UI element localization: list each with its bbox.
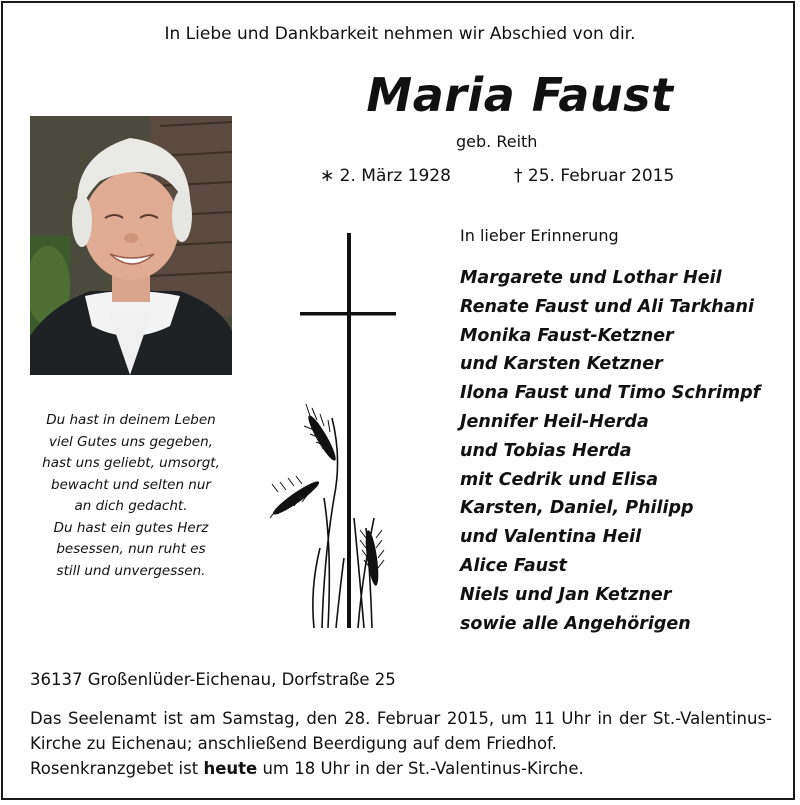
death-date: † 25. Februar 2015	[514, 166, 675, 186]
remembrance-intro: In lieber Erinnerung	[460, 226, 619, 245]
list-item: Ilona Faust und Timo Schrimpf	[460, 383, 761, 404]
birth-name: geb. Reith	[456, 132, 538, 151]
list-item: sowie alle Angehörigen	[460, 613, 691, 634]
list-item: Niels und Jan Ketzner	[460, 584, 672, 605]
rosary-text-start: Rosenkranzgebet ist	[30, 759, 204, 778]
mourner-list	[460, 264, 760, 638]
poem-line: hast uns geliebt, umsorgt,	[42, 455, 220, 471]
list-item: Jennifer Heil-Herda	[460, 411, 649, 432]
poem-line: viel Gutes uns gegeben,	[49, 433, 213, 450]
list-item: Alice Faust	[460, 555, 567, 576]
list-item: Margarete und Lothar Heil	[460, 268, 722, 288]
list-item: Karsten, Daniel, Philipp	[460, 498, 694, 519]
list-item: mit Cedrik und Elisa	[460, 469, 659, 490]
portrait-illustration	[30, 116, 232, 375]
deceased-name: Maria Faust	[366, 68, 674, 122]
poem-line: besessen, nun ruht es	[56, 541, 206, 557]
list-item: und Tobias Herda	[460, 440, 632, 461]
header-text: In Liebe und Dankbarkeit nehmen wir Abschied von dir.	[164, 24, 636, 44]
rosary-text-end: um 18 Uhr in der St.-Valentinus-Kirche.	[257, 759, 584, 778]
poem-line: still und unvergessen.	[56, 562, 206, 579]
list-item: Renate Faust und Ali Tarkhani	[460, 296, 754, 317]
poem-line: Du hast ein gutes Herz	[53, 519, 209, 536]
poem-line: bewacht und selten nur	[51, 476, 211, 493]
portrait-photo	[30, 116, 232, 375]
funeral-service-text: Das Seelenamt ist am Samstag, den 28. Februar 2015, um 11 Uhr in der St.-Valentinus-Kirche zu Eichenau; anschließend Beerdigung auf dem Friedhof.	[30, 709, 772, 753]
cross-with-wheat-icon	[262, 228, 422, 638]
poem	[30, 410, 232, 582]
service-info	[30, 706, 772, 781]
list-item: Monika Faust-Ketzner	[460, 325, 674, 346]
list-item: und Karsten Ketzner	[460, 354, 663, 375]
poem-line: an dich gedacht.	[74, 498, 188, 514]
birth-date: ∗ 2. März 1928	[320, 166, 451, 186]
rosary-today: heute	[203, 759, 258, 778]
list-item: und Valentina Heil	[460, 527, 642, 548]
rosary-text	[30, 756, 772, 781]
poem-line: Du hast in deinem Leben	[46, 412, 216, 428]
address: 36137 Großenlüder-Eichenau, Dorfstraße 25	[30, 670, 396, 689]
